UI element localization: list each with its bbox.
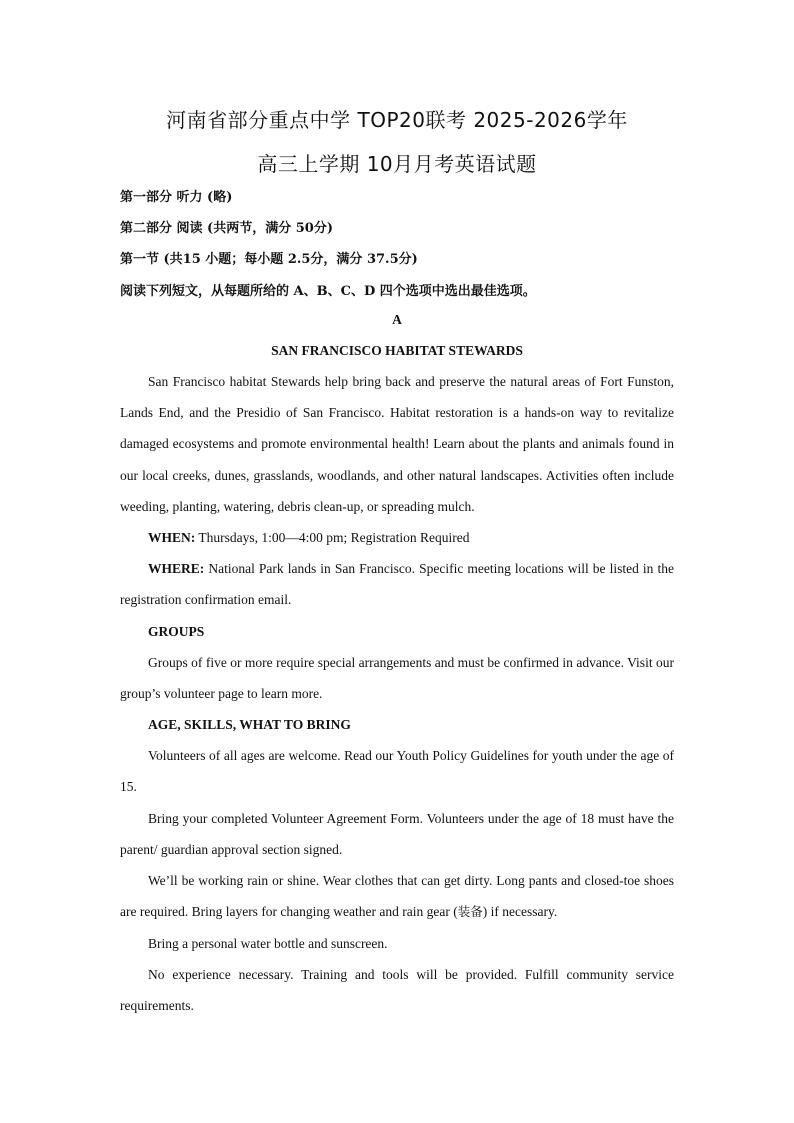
groups-paragraph: Groups of five or more require special arrangements and must be confirmed in advance. Visit our group’s volunteer page to learn more.	[120, 655, 674, 702]
when-text: Thursdays, 1:00—4:00 pm; Registration Required	[195, 530, 470, 545]
age-skills-heading: AGE, SKILLS, WHAT TO BRING	[148, 717, 351, 732]
passage-letter: A	[392, 312, 402, 327]
section1-heading: 第一节 (共15 小题；每小题 2.5分，满分 37.5分)	[120, 252, 418, 267]
groups-heading: GROUPS	[148, 624, 205, 639]
form-paragraph: Bring your completed Volunteer Agreement Form. Volunteers under the age of 18 must have the parent/ guardian approval section signed.	[120, 811, 674, 858]
passage-heading: SAN FRANCISCO HABITAT STEWARDS	[271, 343, 523, 358]
when-paragraph	[120, 522, 674, 553]
exam-title-line1: 河南省部分重点中学 TOP20联考 2025-2026学年	[166, 108, 628, 132]
where-label: WHERE:	[148, 561, 205, 576]
instruction-text: 阅读下列短文，从每题所给的 A、B、C、D 四个选项中选出最佳选项。	[120, 284, 536, 299]
part1-heading: 第一部分 听力 (略)	[120, 190, 233, 205]
intro-paragraph: San Francisco habitat Stewards help bring back and preserve the natural areas of Fort Funston, Lands End, and the Presidio of San Francisco. Habitat restoration is a hands-on way to revitalize damaged ecosystems and promote environmental health! Learn about the plants and animals found in our local creeks, dunes, grasslands, woodlands, and other natural landscapes. Activities often include weeding, planting, watering, debris clean-up, or spreading mulch.	[120, 374, 674, 514]
where-text: National Park lands in San Francisco. Specific meeting locations will be listed in the registration confirmation email.	[120, 561, 674, 608]
rain-text-before: We’ll be working rain or shine. Wear clothes that can get dirty. Long pants and closed-toe shoes are required. Bring layers for changing weather and rain gear (	[120, 873, 674, 920]
water-paragraph: Bring a personal water bottle and sunscreen.	[148, 936, 388, 951]
part2-heading: 第二部分 阅读 (共两节，满分 50分)	[120, 221, 333, 236]
rain-paragraph	[120, 865, 674, 927]
where-paragraph	[120, 553, 674, 615]
exam-title-line2: 高三上学期 10月月考英语试题	[257, 152, 537, 176]
age-paragraph: Volunteers of all ages are welcome. Read our Youth Policy Guidelines for youth under the age of 15.	[120, 748, 674, 795]
experience-paragraph: No experience necessary. Training and tools will be provided. Fulfill community service requirements.	[120, 967, 674, 1014]
rain-text-after: ) if necessary.	[482, 904, 558, 920]
rain-text-cjk: 装备	[457, 904, 483, 920]
when-label: WHEN:	[148, 530, 196, 545]
